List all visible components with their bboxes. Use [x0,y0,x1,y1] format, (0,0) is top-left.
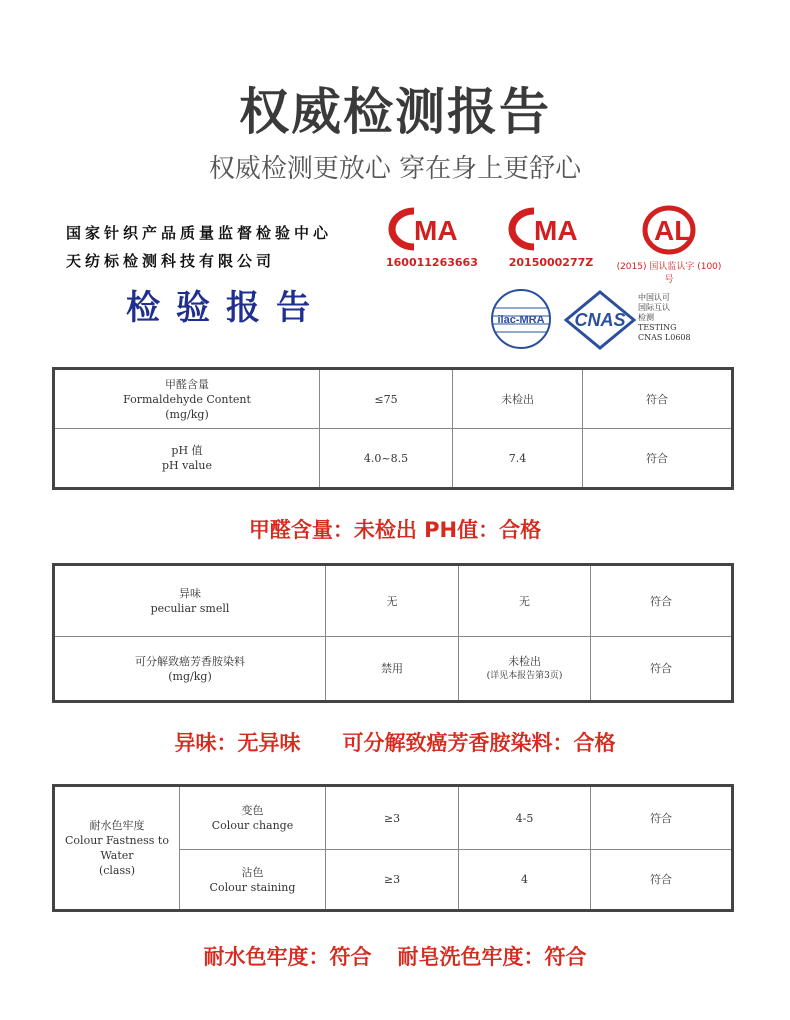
report-title: 检验报告 [126,288,326,328]
summary-colour-fastness: 耐水色牢度：符合 耐皂洗色牢度：符合 [203,945,587,969]
verdict-cell: 符合 [591,850,733,911]
standard-cell: 4.0~8.5 [320,429,453,489]
result-cell: 4-5 [459,786,591,850]
cma-code-2: 2015000277Z [508,256,594,269]
verdict-cell: 符合 [591,786,733,850]
cma-logo-2 [506,206,596,269]
sub-item-cell: 沾色 Colour staining [180,850,326,911]
svg-text:MA: MA [414,215,458,246]
table-row [54,637,733,702]
report-table-smell-amine [52,563,734,703]
report-table-formaldehyde-ph [52,367,734,490]
svg-text:AL: AL [654,215,692,246]
svg-text:CNAS: CNAS [574,310,626,330]
item-cell: 异味 peculiar smell [54,565,326,637]
ilac-mra-logo [486,288,556,354]
cnas-caption: 中国认可 国际互认 检测 TESTING CNAS L0608 [638,293,691,342]
verdict-cell: 符合 [591,637,733,702]
svg-text:ilac-MRA: ilac-MRA [497,314,545,326]
table-row [54,369,733,429]
summary-smell-amine: 异味：无异味 可分解致癌芳香胺染料：合格 [174,731,616,755]
cal-seal-icon [614,205,724,255]
page-title: 权威检测报告 [239,83,551,141]
cnas-logo [564,290,636,354]
standard-cell: 无 [326,565,459,637]
cnas-emblem-icon [564,290,636,350]
result-cell: 4 [459,850,591,911]
cma-seal-icon [386,206,476,252]
result-cell: 7.4 [453,429,583,489]
org-name-1: 国家针织产品质量监督检验中心 [66,224,333,242]
result-cell: 未检出 (详见本报告第3页) [459,637,591,702]
cal-code: (2015) 国认监认字 (100) 号 [616,262,722,285]
page-subtitle: 权威检测更放心 穿在身上更舒心 [208,154,582,184]
report-table-colour-fastness [52,784,734,912]
cal-logo [614,205,724,285]
cma-logo-1 [386,206,476,269]
result-cell: 未检出 [453,369,583,429]
table-row [54,565,733,637]
verdict-cell: 符合 [583,369,733,429]
table-row [54,429,733,489]
result-cell: 无 [459,565,591,637]
standard-cell: ≥3 [326,786,459,850]
standard-cell: ≤75 [320,369,453,429]
item-cell: pH 值 pH value [54,429,320,489]
sub-item-cell: 变色 Colour change [180,786,326,850]
cma-seal-icon [506,206,596,252]
item-cell: 甲醛含量 Formaldehyde Content (mg/kg) [54,369,320,429]
standard-cell: ≥3 [326,850,459,911]
org-name-2: 天纺标检测科技有限公司 [66,252,276,270]
verdict-cell: 符合 [591,565,733,637]
ilac-globe-icon [486,288,556,350]
svg-text:MA: MA [534,215,578,246]
cma-code-1: 160011263663 [386,256,478,269]
standard-cell: 禁用 [326,637,459,702]
summary-formaldehyde-ph: 甲醛含量：未检出 PH值：合格 [248,518,542,542]
item-cell: 可分解致癌芳香胺染料 (mg/kg) [54,637,326,702]
item-cell: 耐水色牢度 Colour Fastness to Water (class) [54,786,180,911]
table-row [54,786,733,850]
verdict-cell: 符合 [583,429,733,489]
